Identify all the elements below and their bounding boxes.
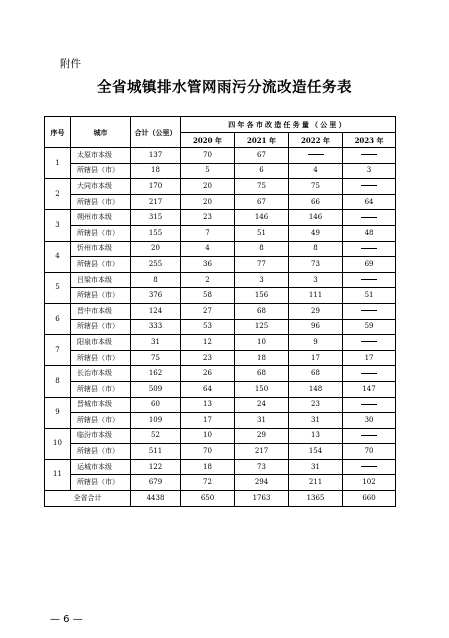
year-value-cell: 31	[235, 413, 289, 429]
city-cell: 所辖县（市）	[71, 350, 131, 366]
empty-dash-cell	[343, 335, 396, 351]
year-value-cell: 2	[181, 272, 235, 288]
year-value-cell: 31	[289, 459, 343, 475]
total-cell: 679	[131, 475, 181, 491]
total-cell: 511	[131, 444, 181, 460]
year-value-cell: 73	[289, 257, 343, 273]
footer-label: 全省合计	[45, 491, 131, 507]
year-value-cell: 3	[289, 272, 343, 288]
city-cell: 所辖县（市）	[71, 163, 131, 179]
year-value-cell: 147	[343, 381, 396, 397]
total-cell: 155	[131, 225, 181, 241]
table-row	[45, 319, 396, 335]
total-cell: 122	[131, 459, 181, 475]
year-value-cell: 3	[235, 272, 289, 288]
table-row	[45, 428, 396, 444]
year-value-cell: 64	[343, 194, 396, 210]
year-value-cell: 31	[289, 413, 343, 429]
empty-dash-cell	[343, 210, 396, 226]
year-value-cell: 5	[181, 163, 235, 179]
header-total: 合计（公里）	[131, 117, 181, 148]
year-value-cell: 154	[289, 444, 343, 460]
header-year-2020: 2020 年	[181, 133, 235, 148]
city-cell: 所辖县（市）	[71, 257, 131, 273]
table-row	[45, 366, 396, 382]
seq-cell: 6	[45, 303, 71, 334]
dash-mark	[361, 310, 377, 311]
total-cell: 60	[131, 397, 181, 413]
dash-mark	[361, 373, 377, 374]
dash-mark	[361, 248, 377, 249]
dash-mark	[361, 341, 377, 342]
year-value-cell: 18	[235, 350, 289, 366]
total-cell: 315	[131, 210, 181, 226]
footer-y2022-cell: 1365	[289, 491, 343, 507]
year-value-cell: 211	[289, 475, 343, 491]
header-annual-group: 四年各市改造任务量（公里）	[181, 117, 396, 133]
dash-mark	[361, 185, 377, 186]
year-value-cell: 23	[181, 350, 235, 366]
year-value-cell: 217	[235, 444, 289, 460]
table-row	[45, 148, 396, 164]
year-value-cell: 73	[235, 459, 289, 475]
city-cell: 朔州市本级	[71, 210, 131, 226]
city-cell: 所辖县（市）	[71, 444, 131, 460]
year-value-cell: 12	[181, 335, 235, 351]
year-value-cell: 23	[181, 210, 235, 226]
seq-cell: 4	[45, 241, 71, 272]
year-value-cell: 29	[289, 303, 343, 319]
year-value-cell: 18	[181, 459, 235, 475]
total-cell: 255	[131, 257, 181, 273]
seq-cell: 7	[45, 335, 71, 366]
page-title: 全省城镇排水管网雨污分流改造任务表	[97, 79, 352, 96]
seq-cell: 5	[45, 272, 71, 303]
year-value-cell: 6	[235, 163, 289, 179]
year-value-cell: 125	[235, 319, 289, 335]
year-value-cell: 10	[181, 428, 235, 444]
year-value-cell: 4	[181, 241, 235, 257]
seq-cell: 11	[45, 459, 71, 490]
year-value-cell: 77	[235, 257, 289, 273]
year-value-cell: 68	[235, 366, 289, 382]
city-cell: 晋中市本级	[71, 303, 131, 319]
year-value-cell: 13	[289, 428, 343, 444]
year-value-cell: 17	[343, 350, 396, 366]
year-value-cell: 69	[343, 257, 396, 273]
table-row	[45, 257, 396, 273]
table-row	[45, 350, 396, 366]
total-cell: 376	[131, 288, 181, 304]
city-cell: 吕梁市本级	[71, 272, 131, 288]
seq-cell: 8	[45, 366, 71, 397]
total-cell: 20	[131, 241, 181, 257]
year-value-cell: 66	[289, 194, 343, 210]
year-value-cell: 59	[343, 319, 396, 335]
city-cell: 所辖县（市）	[71, 225, 131, 241]
year-value-cell: 8	[289, 241, 343, 257]
total-cell: 162	[131, 366, 181, 382]
year-value-cell: 51	[235, 225, 289, 241]
footer-y2021-cell: 1763	[235, 491, 289, 507]
task-table	[44, 116, 396, 507]
year-value-cell: 68	[235, 303, 289, 319]
city-cell: 所辖县（市）	[71, 413, 131, 429]
year-value-cell: 36	[181, 257, 235, 273]
year-value-cell: 10	[235, 335, 289, 351]
total-cell: 31	[131, 335, 181, 351]
year-value-cell: 72	[181, 475, 235, 491]
total-cell: 137	[131, 148, 181, 164]
empty-dash-cell	[343, 179, 396, 195]
city-cell: 太原市本级	[71, 148, 131, 164]
total-cell: 217	[131, 194, 181, 210]
total-cell: 52	[131, 428, 181, 444]
year-value-cell: 26	[181, 366, 235, 382]
year-value-cell: 9	[289, 335, 343, 351]
total-cell: 170	[131, 179, 181, 195]
total-cell: 109	[131, 413, 181, 429]
dash-mark	[361, 154, 377, 155]
year-value-cell: 20	[181, 179, 235, 195]
total-cell: 8	[131, 272, 181, 288]
year-value-cell: 96	[289, 319, 343, 335]
year-value-cell: 24	[235, 397, 289, 413]
city-cell: 临汾市本级	[71, 428, 131, 444]
year-value-cell: 64	[181, 381, 235, 397]
attachment-label: 附件	[60, 58, 81, 70]
seq-cell: 10	[45, 428, 71, 459]
year-value-cell: 13	[181, 397, 235, 413]
table-row	[45, 335, 396, 351]
year-value-cell: 27	[181, 303, 235, 319]
year-value-cell: 146	[289, 210, 343, 226]
table-row	[45, 381, 396, 397]
empty-dash-cell	[343, 459, 396, 475]
year-value-cell: 150	[235, 381, 289, 397]
footer-y2023-cell: 660	[343, 491, 396, 507]
seq-cell: 1	[45, 148, 71, 179]
empty-dash-cell	[343, 272, 396, 288]
year-value-cell: 3	[343, 163, 396, 179]
city-cell: 所辖县（市）	[71, 288, 131, 304]
empty-dash-cell	[343, 148, 396, 164]
dash-mark	[308, 154, 324, 155]
empty-dash-cell	[289, 148, 343, 164]
year-value-cell: 4	[289, 163, 343, 179]
header-year-2021: 2021 年	[235, 133, 289, 148]
year-value-cell: 70	[181, 444, 235, 460]
page-number: — 6 —	[50, 614, 83, 625]
year-value-cell: 20	[181, 194, 235, 210]
year-value-cell: 23	[289, 397, 343, 413]
year-value-cell: 7	[181, 225, 235, 241]
year-value-cell: 68	[289, 366, 343, 382]
table-row	[45, 413, 396, 429]
table-row	[45, 241, 396, 257]
footer-row	[45, 491, 396, 507]
empty-dash-cell	[343, 303, 396, 319]
year-value-cell: 58	[181, 288, 235, 304]
empty-dash-cell	[343, 241, 396, 257]
year-value-cell: 75	[235, 179, 289, 195]
year-value-cell: 70	[181, 148, 235, 164]
total-cell: 75	[131, 350, 181, 366]
city-cell: 所辖县（市）	[71, 381, 131, 397]
footer-total-cell: 4438	[131, 491, 181, 507]
table-row	[45, 272, 396, 288]
year-value-cell: 29	[235, 428, 289, 444]
year-value-cell: 17	[181, 413, 235, 429]
total-cell: 18	[131, 163, 181, 179]
year-value-cell: 148	[289, 381, 343, 397]
year-value-cell: 30	[343, 413, 396, 429]
table-row	[45, 444, 396, 460]
total-cell: 509	[131, 381, 181, 397]
empty-dash-cell	[343, 366, 396, 382]
table-row	[45, 179, 396, 195]
year-value-cell: 156	[235, 288, 289, 304]
year-value-cell: 53	[181, 319, 235, 335]
dash-mark	[361, 466, 377, 467]
city-cell: 晋城市本级	[71, 397, 131, 413]
total-cell: 333	[131, 319, 181, 335]
dash-mark	[361, 279, 377, 280]
table-row	[45, 303, 396, 319]
year-value-cell: 49	[289, 225, 343, 241]
table-body	[45, 148, 396, 507]
city-cell: 阳泉市本级	[71, 335, 131, 351]
table-row	[45, 210, 396, 226]
table-row	[45, 475, 396, 491]
year-value-cell: 294	[235, 475, 289, 491]
year-value-cell: 75	[289, 179, 343, 195]
table-row	[45, 288, 396, 304]
empty-dash-cell	[343, 397, 396, 413]
city-cell: 所辖县（市）	[71, 194, 131, 210]
dash-mark	[361, 217, 377, 218]
year-value-cell: 67	[235, 194, 289, 210]
total-cell: 124	[131, 303, 181, 319]
year-value-cell: 102	[343, 475, 396, 491]
seq-cell: 9	[45, 397, 71, 428]
seq-cell: 3	[45, 210, 71, 241]
city-cell: 运城市本级	[71, 459, 131, 475]
footer-y2020-cell: 650	[181, 491, 235, 507]
table-row	[45, 225, 396, 241]
year-value-cell: 67	[235, 148, 289, 164]
table-row	[45, 397, 396, 413]
dash-mark	[361, 435, 377, 436]
city-cell: 忻州市本级	[71, 241, 131, 257]
city-cell: 所辖县（市）	[71, 475, 131, 491]
header-seq: 序号	[45, 117, 71, 148]
year-value-cell: 70	[343, 444, 396, 460]
year-value-cell: 146	[235, 210, 289, 226]
year-value-cell: 8	[235, 241, 289, 257]
seq-cell: 2	[45, 179, 71, 210]
year-value-cell: 111	[289, 288, 343, 304]
city-cell: 长治市本级	[71, 366, 131, 382]
year-value-cell: 51	[343, 288, 396, 304]
city-cell: 大同市本级	[71, 179, 131, 195]
year-value-cell: 48	[343, 225, 396, 241]
table-row	[45, 163, 396, 179]
city-cell: 所辖县（市）	[71, 319, 131, 335]
year-value-cell: 17	[289, 350, 343, 366]
header-year-2023: 2023 年	[343, 133, 396, 148]
header-city: 城市	[71, 117, 131, 148]
header-year-2022: 2022 年	[289, 133, 343, 148]
dash-mark	[361, 404, 377, 405]
table-row	[45, 194, 396, 210]
table-row	[45, 459, 396, 475]
empty-dash-cell	[343, 428, 396, 444]
